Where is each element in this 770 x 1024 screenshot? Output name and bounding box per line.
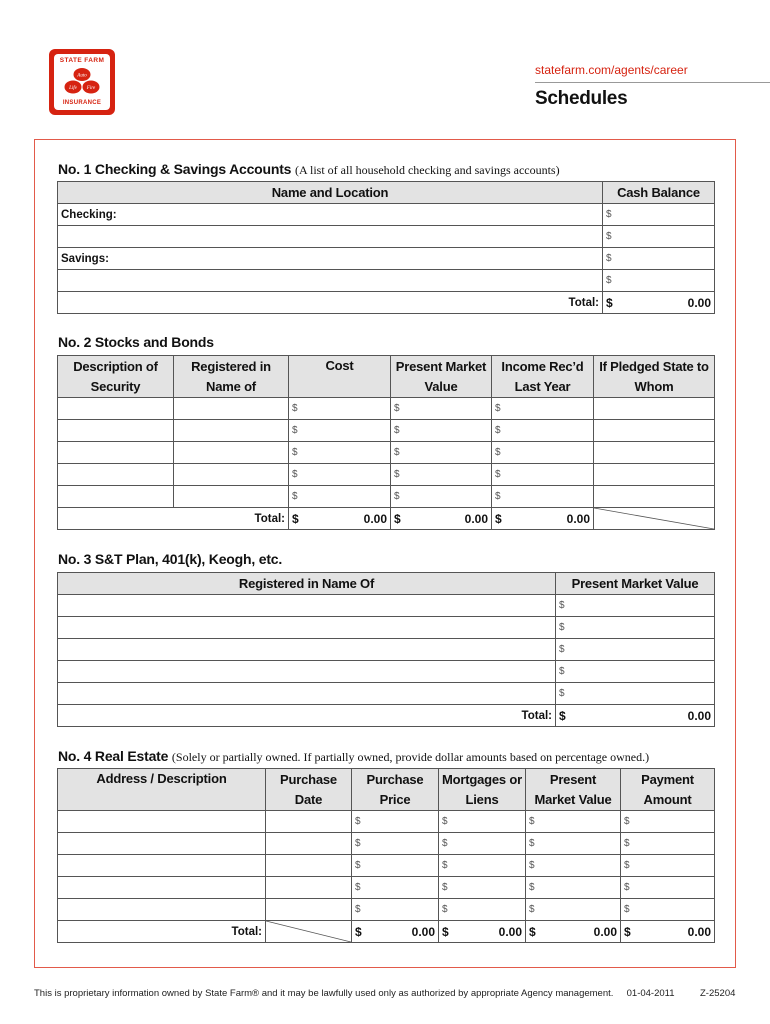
mortgages-field[interactable]: $ [439, 855, 526, 877]
mortgages-field[interactable]: $ [439, 811, 526, 833]
cost-field[interactable]: $ [289, 442, 391, 464]
total-row [58, 508, 715, 530]
market-value-field[interactable]: $ [526, 855, 621, 877]
pledged-field[interactable] [594, 442, 715, 464]
total-value: 0.00 [687, 924, 711, 939]
security-field[interactable] [58, 420, 174, 442]
total-row [58, 292, 715, 314]
section-2-title [58, 334, 214, 350]
total-mortgages [439, 921, 526, 943]
total-date-blank [266, 921, 352, 943]
total-pledged-blank [594, 508, 715, 530]
address-field[interactable] [58, 833, 266, 855]
market-value-field[interactable]: $ [556, 617, 715, 639]
total-cost [289, 508, 391, 530]
col-pledged-state: If Pledged State to Whom [594, 356, 715, 398]
total-value: 0.00 [498, 924, 522, 939]
income-field[interactable]: $ [492, 464, 594, 486]
market-value-field[interactable]: $ [526, 899, 621, 921]
site-url: statefarm.com/agents/career [535, 63, 688, 77]
total-market-value [526, 921, 621, 943]
income-field[interactable]: $ [492, 420, 594, 442]
total-value: 0.00 [411, 924, 435, 939]
purchase-price-field[interactable]: $ [352, 899, 439, 921]
address-field[interactable] [58, 899, 266, 921]
pledged-field[interactable] [594, 398, 715, 420]
security-field[interactable] [58, 398, 174, 420]
total-purchase-price [352, 921, 439, 943]
total-value: 0.00 [464, 511, 488, 526]
section-1-note: (A list of all household checking and savings accounts) [294, 163, 560, 177]
table-row [58, 811, 715, 833]
market-value-field[interactable]: $ [556, 661, 715, 683]
col-present-market-value: Present Market Value [526, 769, 621, 811]
table-row [58, 833, 715, 855]
market-value-field[interactable]: $ [391, 442, 492, 464]
footer-date: 01-04-2011 [626, 988, 675, 999]
purchase-date-field[interactable] [266, 811, 352, 833]
table-row [58, 226, 715, 248]
purchase-date-field[interactable] [266, 899, 352, 921]
col-registered-name-of: Registered in Name Of [58, 573, 556, 595]
payment-field[interactable]: $ [621, 855, 715, 877]
total-label: Total: [58, 508, 289, 530]
cost-field[interactable]: $ [289, 420, 391, 442]
name-location-field[interactable] [58, 226, 603, 248]
market-value-field[interactable]: $ [526, 877, 621, 899]
section-3-title [58, 551, 282, 567]
total-dollar: $ [606, 295, 613, 310]
address-field[interactable] [58, 855, 266, 877]
purchase-price-field[interactable]: $ [352, 855, 439, 877]
col-cost: Cost [289, 356, 391, 398]
real-estate-table [57, 768, 715, 943]
security-field[interactable] [58, 486, 174, 508]
table-row [58, 398, 715, 420]
total-dollar: $ [559, 708, 566, 723]
table-row [58, 855, 715, 877]
total-label: Total: [58, 921, 266, 943]
registered-field[interactable] [58, 595, 556, 617]
checking-savings-table [57, 181, 715, 314]
logo-oval-life: Life [69, 86, 77, 91]
logo-ovals-icon [64, 67, 100, 95]
table-row [58, 270, 715, 292]
section-2-heading: No. 2 Stocks and Bonds [58, 334, 214, 350]
name-location-field[interactable]: Savings: [58, 248, 603, 270]
col-payment-amount: Payment Amount [621, 769, 715, 811]
purchase-price-field[interactable]: $ [352, 811, 439, 833]
cash-balance-field[interactable]: $ [603, 248, 715, 270]
logo-oval-auto: Auto [77, 73, 87, 79]
total-dollar: $ [355, 924, 362, 939]
cash-balance-field[interactable]: $ [603, 270, 715, 292]
cost-field[interactable]: $ [289, 398, 391, 420]
cash-balance-field[interactable]: $ [603, 204, 715, 226]
total-label: Total: [58, 292, 603, 314]
registered-field[interactable] [58, 683, 556, 705]
registered-field[interactable] [58, 661, 556, 683]
total-dollar: $ [495, 511, 502, 526]
cost-field[interactable]: $ [289, 464, 391, 486]
registered-field[interactable] [174, 420, 289, 442]
logo-oval-fire: Fire [86, 86, 96, 91]
total-label: Total: [58, 705, 556, 727]
table-row [58, 204, 715, 226]
col-address-description: Address / Description [58, 769, 266, 811]
table-row [58, 617, 715, 639]
purchase-date-field[interactable] [266, 855, 352, 877]
total-value: 0.00 [363, 511, 387, 526]
footer-text: This is proprietary information owned by State Farm® and it may be lawfully used only as authorized by appropriate Agency management. [34, 988, 614, 999]
security-field[interactable] [58, 464, 174, 486]
purchase-date-field[interactable] [266, 833, 352, 855]
col-income-last-year: Income Rec’d Last Year [492, 356, 594, 398]
logo-bottom-text: INSURANCE [62, 100, 102, 106]
total-income [492, 508, 594, 530]
payment-field[interactable]: $ [621, 811, 715, 833]
col-name-location: Name and Location [58, 182, 603, 204]
pledged-field[interactable] [594, 464, 715, 486]
name-location-field[interactable]: Checking: [58, 204, 603, 226]
section-3-heading: No. 3 S&T Plan, 401(k), Keogh, etc. [58, 551, 283, 567]
cost-field[interactable]: $ [289, 486, 391, 508]
table-row [58, 442, 715, 464]
table-row [58, 877, 715, 899]
table-row [58, 639, 715, 661]
table-row [58, 486, 715, 508]
address-field[interactable] [58, 877, 266, 899]
market-value-field[interactable]: $ [526, 811, 621, 833]
market-value-field[interactable]: $ [556, 595, 715, 617]
security-field[interactable] [58, 442, 174, 464]
total-value: 0.00 [593, 924, 617, 939]
cash-balance-field[interactable]: $ [603, 226, 715, 248]
col-cash-balance: Cash Balance [603, 182, 715, 204]
market-value-field[interactable]: $ [391, 420, 492, 442]
income-field[interactable]: $ [492, 442, 594, 464]
total-market-value [556, 705, 715, 727]
registered-field[interactable] [174, 442, 289, 464]
registered-field[interactable] [58, 617, 556, 639]
payment-field[interactable]: $ [621, 833, 715, 855]
table-row [58, 420, 715, 442]
stocks-bonds-table [57, 355, 715, 530]
payment-field[interactable]: $ [621, 877, 715, 899]
footer-disclaimer [34, 988, 675, 999]
table-row [58, 595, 715, 617]
income-field[interactable]: $ [492, 486, 594, 508]
market-value-field[interactable]: $ [391, 398, 492, 420]
diagonal-line-icon [266, 921, 351, 942]
page-title: Schedules [535, 88, 628, 109]
table-row [58, 661, 715, 683]
total-value: 0.00 [687, 295, 711, 310]
total-value: 0.00 [566, 511, 590, 526]
col-description-security: Description of Security [58, 356, 174, 398]
total-dollar: $ [529, 924, 536, 939]
registered-field[interactable] [174, 486, 289, 508]
form-code: Z-25204 [700, 988, 736, 999]
income-field[interactable]: $ [492, 398, 594, 420]
total-cash-balance [603, 292, 715, 314]
registered-field[interactable] [174, 464, 289, 486]
table-row [58, 683, 715, 705]
col-purchase-date: Purchase Date [266, 769, 352, 811]
total-dollar: $ [624, 924, 631, 939]
total-dollar: $ [442, 924, 449, 939]
table-row [58, 248, 715, 270]
table-row [58, 464, 715, 486]
address-field[interactable] [58, 811, 266, 833]
savings-plan-table [57, 572, 715, 727]
col-registered-name: Registered in Name of [174, 356, 289, 398]
diagonal-line-icon [594, 508, 714, 529]
mortgages-field[interactable]: $ [439, 877, 526, 899]
section-4-title [58, 748, 649, 765]
section-4-heading: No. 4 Real Estate [58, 748, 169, 764]
logo-top-text: STATE FARM [59, 57, 105, 64]
total-value: 0.00 [687, 708, 711, 723]
col-present-market-value: Present Market Value [556, 573, 715, 595]
purchase-date-field[interactable] [266, 877, 352, 899]
payment-field[interactable]: $ [621, 899, 715, 921]
col-mortgages-liens: Mortgages or Liens [439, 769, 526, 811]
market-value-field[interactable]: $ [391, 486, 492, 508]
registered-field[interactable] [58, 639, 556, 661]
header-rule [535, 82, 770, 83]
section-4-note: (Solely or partially owned. If partially owned, provide dollar amounts based on percentage owned.) [171, 750, 650, 764]
market-value-field[interactable]: $ [526, 833, 621, 855]
purchase-price-field[interactable]: $ [352, 877, 439, 899]
section-1-title [58, 161, 560, 178]
total-row [58, 705, 715, 727]
state-farm-logo [49, 49, 115, 115]
total-dollar: $ [394, 511, 401, 526]
pledged-field[interactable] [594, 486, 715, 508]
registered-field[interactable] [174, 398, 289, 420]
market-value-field[interactable]: $ [556, 639, 715, 661]
pledged-field[interactable] [594, 420, 715, 442]
name-location-field[interactable] [58, 270, 603, 292]
market-value-field[interactable]: $ [556, 683, 715, 705]
table-row [58, 899, 715, 921]
total-payment [621, 921, 715, 943]
mortgages-field[interactable]: $ [439, 899, 526, 921]
total-row [58, 921, 715, 943]
mortgages-field[interactable]: $ [439, 833, 526, 855]
purchase-price-field[interactable]: $ [352, 833, 439, 855]
total-dollar: $ [292, 511, 299, 526]
col-present-market-value: Present Market Value [391, 356, 492, 398]
total-market-value [391, 508, 492, 530]
col-purchase-price: Purchase Price [352, 769, 439, 811]
market-value-field[interactable]: $ [391, 464, 492, 486]
section-1-heading: No. 1 Checking & Savings Accounts [58, 161, 292, 177]
